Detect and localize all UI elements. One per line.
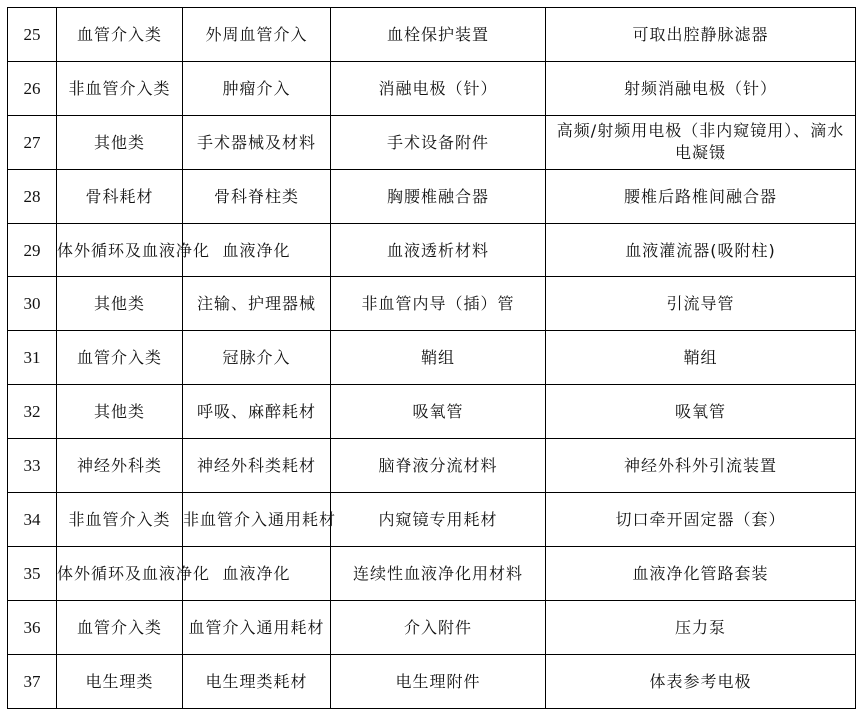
category-cell: 血管介入类 — [57, 331, 183, 385]
row-number: 34 — [8, 493, 57, 547]
product-cell: 压力泵 — [546, 600, 856, 654]
product-cell: 血液净化管路套装 — [546, 546, 856, 600]
category-cell: 非血管介入类 — [57, 493, 183, 547]
item-cell: 胸腰椎融合器 — [331, 169, 546, 223]
subcategory-cell: 血液净化 — [183, 546, 331, 600]
category-cell: 其他类 — [57, 115, 183, 169]
category-cell: 体外循环及血液净化 — [57, 546, 183, 600]
subcategory-cell: 冠脉介入 — [183, 331, 331, 385]
table-row — [8, 600, 856, 654]
product-cell: 神经外科外引流装置 — [546, 439, 856, 493]
category-cell: 神经外科类 — [57, 439, 183, 493]
row-number: 28 — [8, 169, 57, 223]
product-cell: 鞘组 — [546, 331, 856, 385]
row-number: 36 — [8, 600, 57, 654]
category-cell: 其他类 — [57, 385, 183, 439]
table-row — [8, 439, 856, 493]
table-row — [8, 385, 856, 439]
table-row — [8, 169, 856, 223]
subcategory-cell: 血管介入通用耗材 — [183, 600, 331, 654]
row-number: 31 — [8, 331, 57, 385]
table-row — [8, 277, 856, 331]
table-row — [8, 8, 856, 62]
category-cell: 体外循环及血液净化 — [57, 223, 183, 277]
product-cell: 腰椎后路椎间融合器 — [546, 169, 856, 223]
row-number: 29 — [8, 223, 57, 277]
subcategory-cell: 注输、护理器械 — [183, 277, 331, 331]
product-cell: 体表参考电极 — [546, 654, 856, 708]
subcategory-cell: 非血管介入通用耗材 — [183, 493, 331, 547]
consumables-table — [7, 7, 856, 709]
row-number: 37 — [8, 654, 57, 708]
category-cell: 血管介入类 — [57, 8, 183, 62]
row-number: 33 — [8, 439, 57, 493]
row-number: 26 — [8, 61, 57, 115]
subcategory-cell: 肿瘤介入 — [183, 61, 331, 115]
row-number: 27 — [8, 115, 57, 169]
row-number: 30 — [8, 277, 57, 331]
row-number: 25 — [8, 8, 57, 62]
category-cell: 血管介入类 — [57, 600, 183, 654]
item-cell: 非血管内导（插）管 — [331, 277, 546, 331]
subcategory-cell: 神经外科类耗材 — [183, 439, 331, 493]
table-row — [8, 654, 856, 708]
product-cell: 可取出腔静脉滤器 — [546, 8, 856, 62]
item-cell: 介入附件 — [331, 600, 546, 654]
subcategory-cell: 血液净化 — [183, 223, 331, 277]
item-cell: 脑脊液分流材料 — [331, 439, 546, 493]
product-cell: 射频消融电极（针） — [546, 61, 856, 115]
item-cell: 内窥镜专用耗材 — [331, 493, 546, 547]
item-cell: 鞘组 — [331, 331, 546, 385]
item-cell: 吸氧管 — [331, 385, 546, 439]
product-cell: 引流导管 — [546, 277, 856, 331]
category-cell: 其他类 — [57, 277, 183, 331]
table-row — [8, 115, 856, 169]
table-row — [8, 61, 856, 115]
category-cell: 电生理类 — [57, 654, 183, 708]
table-row — [8, 223, 856, 277]
subcategory-cell: 电生理类耗材 — [183, 654, 331, 708]
item-cell: 血栓保护装置 — [331, 8, 546, 62]
item-cell: 血液透析材料 — [331, 223, 546, 277]
item-cell: 手术设备附件 — [331, 115, 546, 169]
product-cell: 吸氧管 — [546, 385, 856, 439]
subcategory-cell: 外周血管介入 — [183, 8, 331, 62]
subcategory-cell: 呼吸、麻醉耗材 — [183, 385, 331, 439]
row-number: 32 — [8, 385, 57, 439]
subcategory-cell: 手术器械及材料 — [183, 115, 331, 169]
table-body — [8, 8, 856, 709]
row-number: 35 — [8, 546, 57, 600]
item-cell: 连续性血液净化用材料 — [331, 546, 546, 600]
table-row — [8, 331, 856, 385]
subcategory-cell: 骨科脊柱类 — [183, 169, 331, 223]
table-row — [8, 546, 856, 600]
item-cell: 电生理附件 — [331, 654, 546, 708]
product-cell: 血液灌流器(吸附柱) — [546, 223, 856, 277]
product-cell: 高频/射频用电极（非内窥镜用）、滴水电凝镊 — [546, 115, 856, 169]
table-row — [8, 493, 856, 547]
category-cell: 非血管介入类 — [57, 61, 183, 115]
category-cell: 骨科耗材 — [57, 169, 183, 223]
product-cell: 切口牵开固定器（套） — [546, 493, 856, 547]
item-cell: 消融电极（针） — [331, 61, 546, 115]
